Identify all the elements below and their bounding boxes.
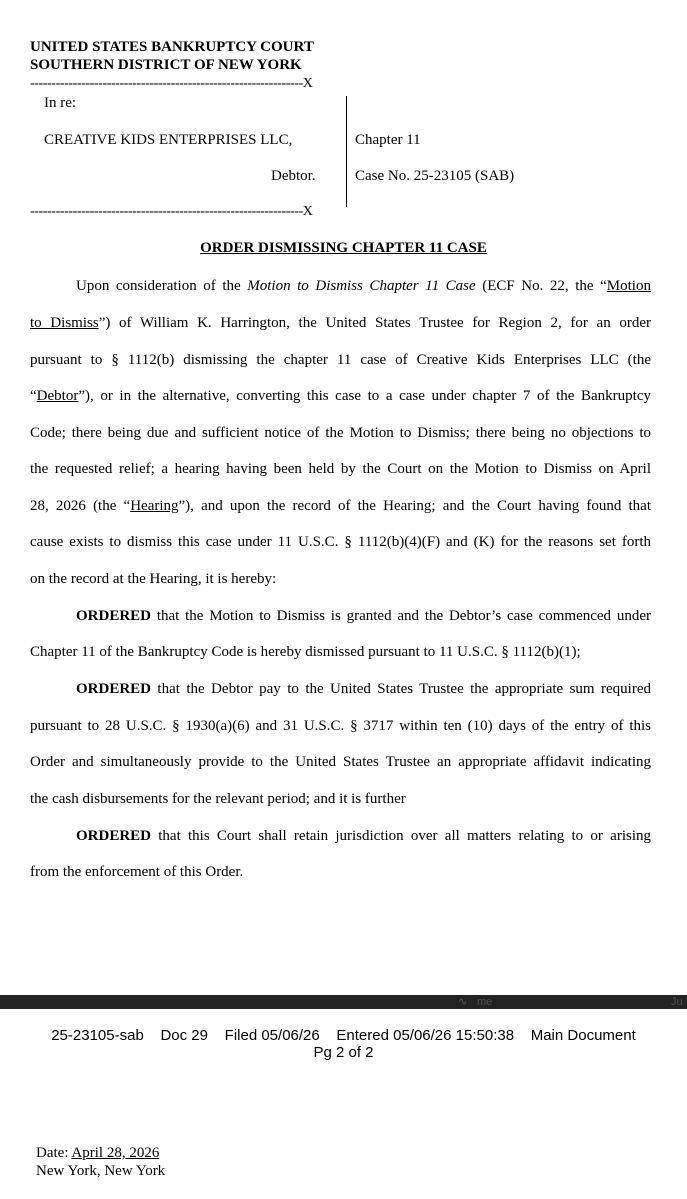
order-2-line-3: Order and simultaneously provide to the United States Trustee an appropriate affidavit indicating [30, 754, 651, 770]
in-re-label: In re: [44, 95, 77, 111]
ghost-text-1: me [477, 996, 493, 1008]
ordered-keyword: ORDERED [76, 828, 152, 844]
debtor-label: Debtor. [271, 168, 316, 184]
order-title: ORDER DISMISSING CHAPTER 11 CASE [200, 240, 487, 256]
order-date-value: April 28, 2026 [71, 1145, 160, 1161]
order-2-line-2: pursuant to 28 U.S.C. § 1930(a)(6) and 31 U.S.C. § 3717 within ten (10) days of the entry of this [30, 718, 651, 734]
intro-line-7: 28, 2026 (the “Hearing”), and upon the record of the Hearing; and the Court having found that [30, 498, 651, 514]
order-3-line-1: ORDERED that this Court shall retain jurisdiction over all matters relating to or arising [76, 828, 651, 844]
caption-divider [346, 96, 347, 207]
ordered-keyword: ORDERED [76, 608, 152, 624]
ordered-keyword: ORDERED [76, 681, 152, 697]
intro-line-8: cause exists to dismiss this case under 11 U.S.C. § 1112(b)(4)(F) and (K) for the reasons set forth [30, 534, 651, 550]
order-location: New York, New York [36, 1163, 166, 1179]
intro-line-4: “Debtor”), or in the alternative, converting this case to a case under chapter 7 of the Bankruptcy [30, 388, 651, 404]
defined-term-motion-cont: to Dismiss [30, 315, 99, 331]
order-3-line-2: from the enforcement of this Order. [30, 864, 244, 880]
caption-top-rule: ----------------------------------------------------------------X [30, 76, 313, 91]
intro-line-2: to Dismiss”) of William K. Harrington, the United States Trustee for Region 2, for an order [30, 315, 652, 331]
intro-line-1: Upon consideration of the Motion to Dismiss Chapter 11 Case (ECF No. 22, the “Motion [76, 278, 651, 294]
intro-line-3: pursuant to § 1112(b) dismissing the chapter 11 case of Creative Kids Enterprises LLC (the [30, 352, 651, 368]
scan-artifact-band [0, 995, 687, 1009]
court-name: UNITED STATES BANKRUPTCY COURT [30, 39, 314, 55]
motion-title-italic: Motion to Dismiss Chapter 11 Case [247, 278, 476, 294]
order-2-line-1: ORDERED that the Debtor pay to the United States Trustee the appropriate sum required [76, 681, 651, 697]
caption-bottom-rule: ----------------------------------------------------------------X [30, 204, 313, 219]
court-district: SOUTHERN DISTRICT OF NEW YORK [30, 57, 302, 73]
page-indicator: Pg 2 of 2 [313, 1044, 374, 1061]
order-date: Date: April 28, 2026 [36, 1145, 160, 1161]
docket-stamp: 25-23105-sab Doc 29 Filed 05/06/26 Entered 05/06/26 15:50:38 Main Document [51, 1027, 636, 1044]
intro-line-5: Code; there being due and sufficient notice of the Motion to Dismiss; there being no objections to [30, 425, 651, 441]
debtor-name: CREATIVE KIDS ENTERPRISES LLC, [44, 132, 293, 148]
intro-line-9: on the record at the Hearing, it is hereby: [30, 571, 277, 587]
case-number: Case No. 25-23105 (SAB) [355, 168, 515, 184]
order-1-line-1: ORDERED that the Motion to Dismiss is granted and the Debtor’s case commenced under [76, 608, 651, 624]
intro-line-6: the requested relief; a hearing having been held by the Court on the Motion to Dismiss on April [30, 461, 651, 477]
defined-term-hearing: Hearing [130, 498, 179, 514]
ghost-text-2: Ju [671, 996, 683, 1008]
order-2-line-4: the cash disbursements for the relevant period; and it is further [30, 791, 406, 807]
defined-term-debtor: Debtor [36, 388, 79, 404]
order-1-line-2: Chapter 11 of the Bankruptcy Code is hereby dismissed pursuant to 11 U.S.C. § 1112(b)(1); [30, 644, 581, 660]
chapter-label: Chapter 11 [355, 132, 421, 148]
defined-term-motion: Motion [606, 278, 651, 294]
ghost-mark: ∿ [458, 996, 468, 1008]
